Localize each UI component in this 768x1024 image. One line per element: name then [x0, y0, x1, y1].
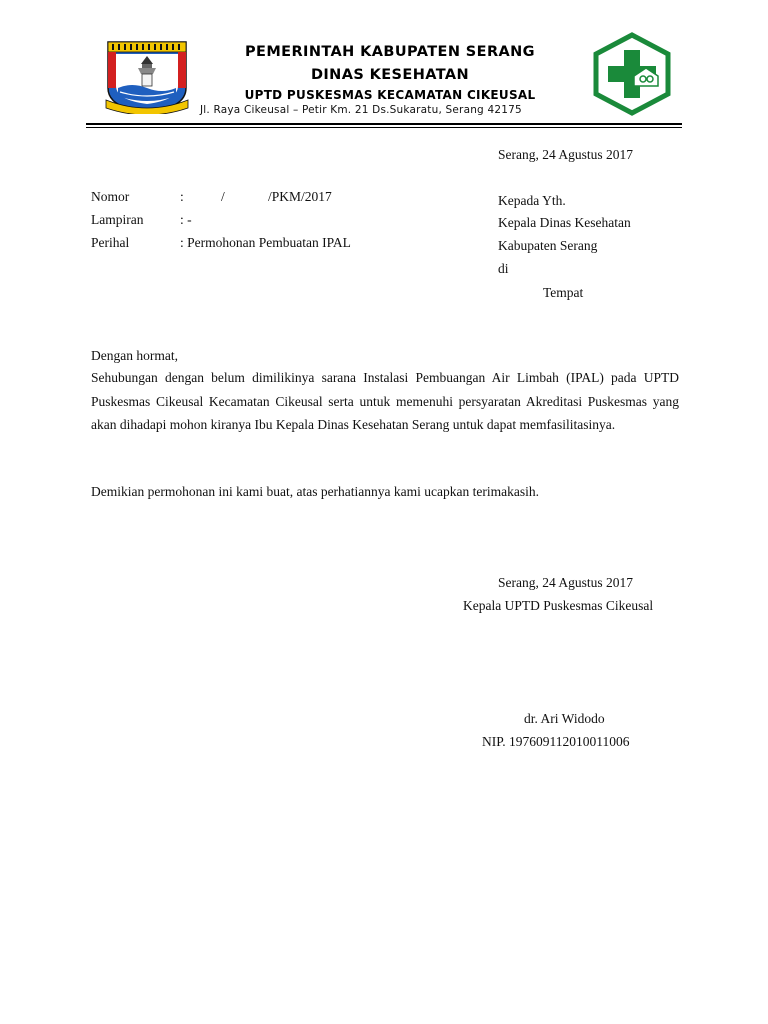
header-department: DINAS KESEHATAN	[310, 67, 470, 83]
addressee-line-2: Kepala Dinas Kesehatan	[498, 215, 631, 230]
closing-paragraph: Demikian permohonan ini kami buat, atas perhatiannya kami ucapkan terimakasih.	[91, 484, 539, 499]
signature-nip: NIP. 197609112010011006	[482, 734, 630, 749]
lampiran-value: : -	[180, 212, 192, 227]
header-rule-thin	[86, 127, 682, 128]
serang-emblem-logo	[104, 38, 190, 114]
addressee-line-4: di	[498, 261, 509, 276]
signature-date: Serang, 24 Agustus 2017	[498, 575, 633, 590]
header-rule-thick	[86, 123, 682, 125]
greeting: Dengan hormat,	[91, 348, 178, 363]
letter-date: Serang, 24 Agustus 2017	[498, 147, 633, 162]
nomor-colon: :	[180, 189, 184, 204]
perihal-label: Perihal	[91, 235, 130, 250]
nomor-value: /PKM/2017	[268, 189, 332, 204]
header-address: Jl. Raya Cikeusal – Petir Km. 21 Ds.Sukaratu, Serang 42175	[200, 104, 522, 116]
header-unit: UPTD PUSKESMAS KECAMATAN CIKEUSAL	[244, 88, 536, 102]
nomor-label: Nomor	[91, 189, 130, 204]
addressee-line-1: Kepada Yth.	[498, 193, 566, 208]
perihal-value: : Permohonan Pembuatan IPAL	[180, 235, 351, 250]
lampiran-label: Lampiran	[91, 212, 144, 227]
nomor-slash: /	[221, 189, 225, 204]
body-paragraph: Sehubungan dengan belum dimilikinya sarana Instalasi Pembuangan Air Limbah (IPAL) pada UPTD Puskesmas Cikeusal Kecamatan Cikeusal serta untuk memenuhi persyaratan Akreditasi Puskesmas yang akan dihadapi mohon kiranya Ibu Kepala Dinas Kesehatan Serang untuk dapat memfasilitasinya.	[91, 370, 679, 432]
addressee-line-5: Tempat	[543, 285, 584, 300]
addressee-line-3: Kabupaten Serang	[498, 238, 598, 253]
header-government: PEMERINTAH KABUPATEN SERANG	[245, 44, 535, 60]
puskesmas-logo	[590, 32, 674, 116]
signature-title: Kepala UPTD Puskesmas Cikeusal	[463, 598, 654, 613]
signature-name: dr. Ari Widodo	[524, 711, 605, 726]
